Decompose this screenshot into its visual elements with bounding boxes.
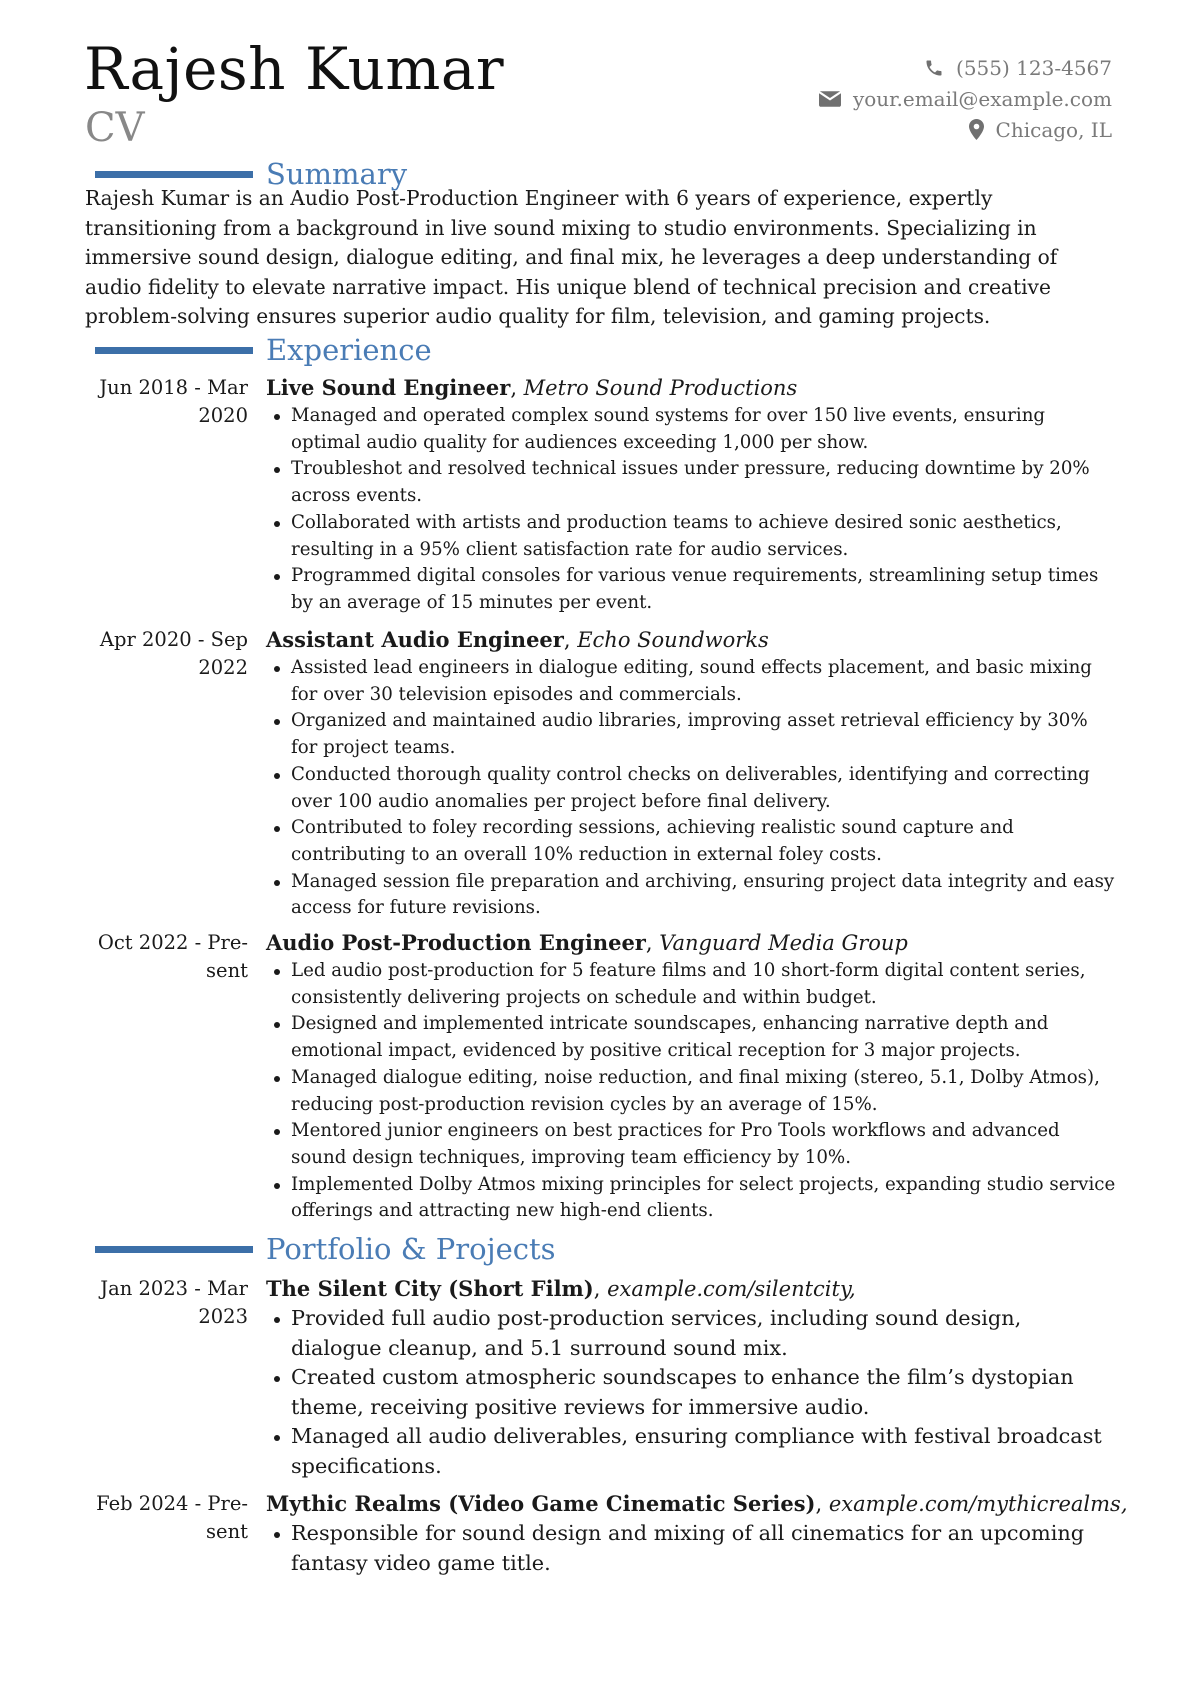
bullet-item: Organized and maintained audio libraries, improving asset retrieval efficiency by 30% for project teams. (266, 708, 1117, 761)
experience-heading: Experience (266, 333, 432, 367)
location-text: Chicago, IL (995, 117, 1112, 142)
map-marker-icon (969, 119, 984, 140)
experience-rule (95, 347, 253, 354)
entry-date-line: Apr 2020 - Sep (99, 628, 248, 651)
entry-bullets (266, 403, 1117, 617)
entry-date (85, 374, 248, 430)
entry-role: Audio Post-Production Engineer (266, 930, 646, 955)
contact-location (819, 114, 1112, 145)
email-text: your.email@example.com (852, 86, 1112, 111)
entry-role: Assistant Audio Engineer (266, 627, 564, 652)
entry-company: Echo Soundworks (577, 628, 769, 652)
phone-icon (924, 58, 944, 78)
bullet-item: Mentored junior engineers on best practices for Pro Tools workflows and advanced sound design techniques, improving team efficiency by 10%. (266, 1118, 1117, 1171)
bullet-item: Assisted lead engineers in dialogue editing, sound effects placement, and basic mixing for over 30 television episodes and commercials. (266, 655, 1117, 708)
entry-bullets (266, 958, 1117, 1225)
bullet-item: Managed and operated complex sound systems for over 150 live events, ensuring optimal audio quality for audiences exceeding 1,000 per show. (266, 403, 1117, 456)
entry-date (85, 1275, 248, 1331)
entry-date-line: sent (206, 1520, 248, 1543)
project-name: The Silent City (Short Film) (266, 1276, 594, 1301)
bullet-item: Managed all audio deliverables, ensuring compliance with festival broadcast specifications. (266, 1422, 1117, 1481)
bullet-item: Conducted thorough quality control checks on deliverables, identifying and correcting over 100 audio anomalies per project before final delivery. (266, 762, 1117, 815)
envelope-icon (819, 91, 841, 107)
entry-date-line: 2022 (198, 656, 248, 679)
bullet-item: Implemented Dolby Atmos mixing principles for select projects, expanding studio service offerings and attracting new high-end clients. (266, 1172, 1117, 1225)
entry-heading: Assistant Audio Engineer, Echo Soundworks (266, 627, 769, 652)
bullet-item: Responsible for sound design and mixing of all cinematics for an upcoming fantasy video game title. (266, 1519, 1117, 1578)
bullet-item: Troubleshot and resolved technical issues under pressure, reducing downtime by 20% across events. (266, 456, 1117, 509)
entry-heading: The Silent City (Short Film), example.com/silentcity, (266, 1276, 856, 1301)
entry-date-line: Jun 2018 - Mar (99, 376, 248, 399)
entry-heading: Mythic Realms (Video Game Cinematic Series), example.com/mythicrealms, (266, 1491, 1128, 1516)
bullet-item: Programmed digital consoles for various venue requirements, streamlining setup times by an average of 15 minutes per event. (266, 563, 1117, 616)
summary-text: Rajesh Kumar is an Audio Post-Production Engineer with 6 years of experience, expertly transitioning from a background in live sound mixing to studio environments. Specializing in immersive sound design, dialogue editing, and final mix, he leverages a deep understanding of audio fidelity to elevate narrative impact. His unique blend of technical precision and creative problem-solving ensures superior audio quality for film, television, and gaming projects. (85, 186, 1058, 328)
bullet-item: Designed and implemented intricate soundscapes, enhancing narrative depth and emotional impact, evidenced by positive critical reception for 3 major projects. (266, 1011, 1117, 1064)
bullet-item: Managed dialogue editing, noise reduction, and final mixing (stereo, 5.1, Dolby Atmos), reducing post-production revision cycles by an average of 15%. (266, 1065, 1117, 1118)
entry-role: Live Sound Engineer (266, 375, 511, 400)
entry-date-line: 2020 (198, 404, 248, 427)
contact-block (819, 52, 1112, 145)
entry-date (85, 1490, 248, 1546)
bullet-item: Contributed to foley recording sessions, achieving realistic sound capture and contributing to an overall 10% reduction in external foley costs. (266, 815, 1117, 868)
entry-date-line: Oct 2022 - Pre- (97, 931, 248, 954)
entry-date (85, 929, 248, 985)
contact-email[interactable] (819, 83, 1112, 114)
cv-name: Rajesh Kumar (84, 35, 505, 103)
contact-phone[interactable] (819, 52, 1112, 83)
entry-date-line: sent (206, 959, 248, 982)
projects-heading: Portfolio & Projects (266, 1232, 556, 1266)
entry-company: Vanguard Media Group (659, 931, 908, 955)
summary-heading: Summary (266, 157, 408, 191)
entry-date-line: Feb 2024 - Pre- (96, 1492, 248, 1515)
phone-text: (555) 123-4567 (956, 55, 1112, 80)
project-link[interactable]: example.com/mythicrealms, (828, 1492, 1128, 1516)
entry-bullets (266, 1304, 1117, 1482)
project-name: Mythic Realms (Video Game Cinematic Series) (266, 1491, 816, 1516)
entry-bullets (266, 1519, 1117, 1578)
entry-company: Metro Sound Productions (523, 376, 798, 400)
bullet-item: Provided full audio post-production services, including sound design, dialogue cleanup, and 5.1 surround sound mix. (266, 1304, 1117, 1363)
bullet-item: Created custom atmospheric soundscapes to enhance the film’s dystopian theme, receiving positive reviews for immersive audio. (266, 1363, 1117, 1422)
projects-rule (95, 1246, 253, 1253)
summary-rule (95, 171, 253, 178)
entry-bullets (266, 655, 1117, 922)
entry-date-line: Jan 2023 - Mar (100, 1277, 248, 1300)
bullet-item: Collaborated with artists and production teams to achieve desired sonic aesthetics, resulting in a 95% client satisfaction rate for audio services. (266, 510, 1117, 563)
bullet-item: Managed session file preparation and archiving, ensuring project data integrity and easy access for future revisions. (266, 869, 1117, 922)
entry-heading: Live Sound Engineer, Metro Sound Productions (266, 375, 798, 400)
entry-date-line: 2023 (198, 1305, 248, 1328)
entry-date (85, 626, 248, 682)
entry-heading: Audio Post-Production Engineer, Vanguard Media Group (266, 930, 908, 955)
cv-subtitle: CV (85, 105, 145, 151)
project-link[interactable]: example.com/silentcity, (607, 1277, 856, 1301)
bullet-item: Led audio post-production for 5 feature films and 10 short-form digital content series, consistently delivering projects on schedule and within budget. (266, 958, 1117, 1011)
